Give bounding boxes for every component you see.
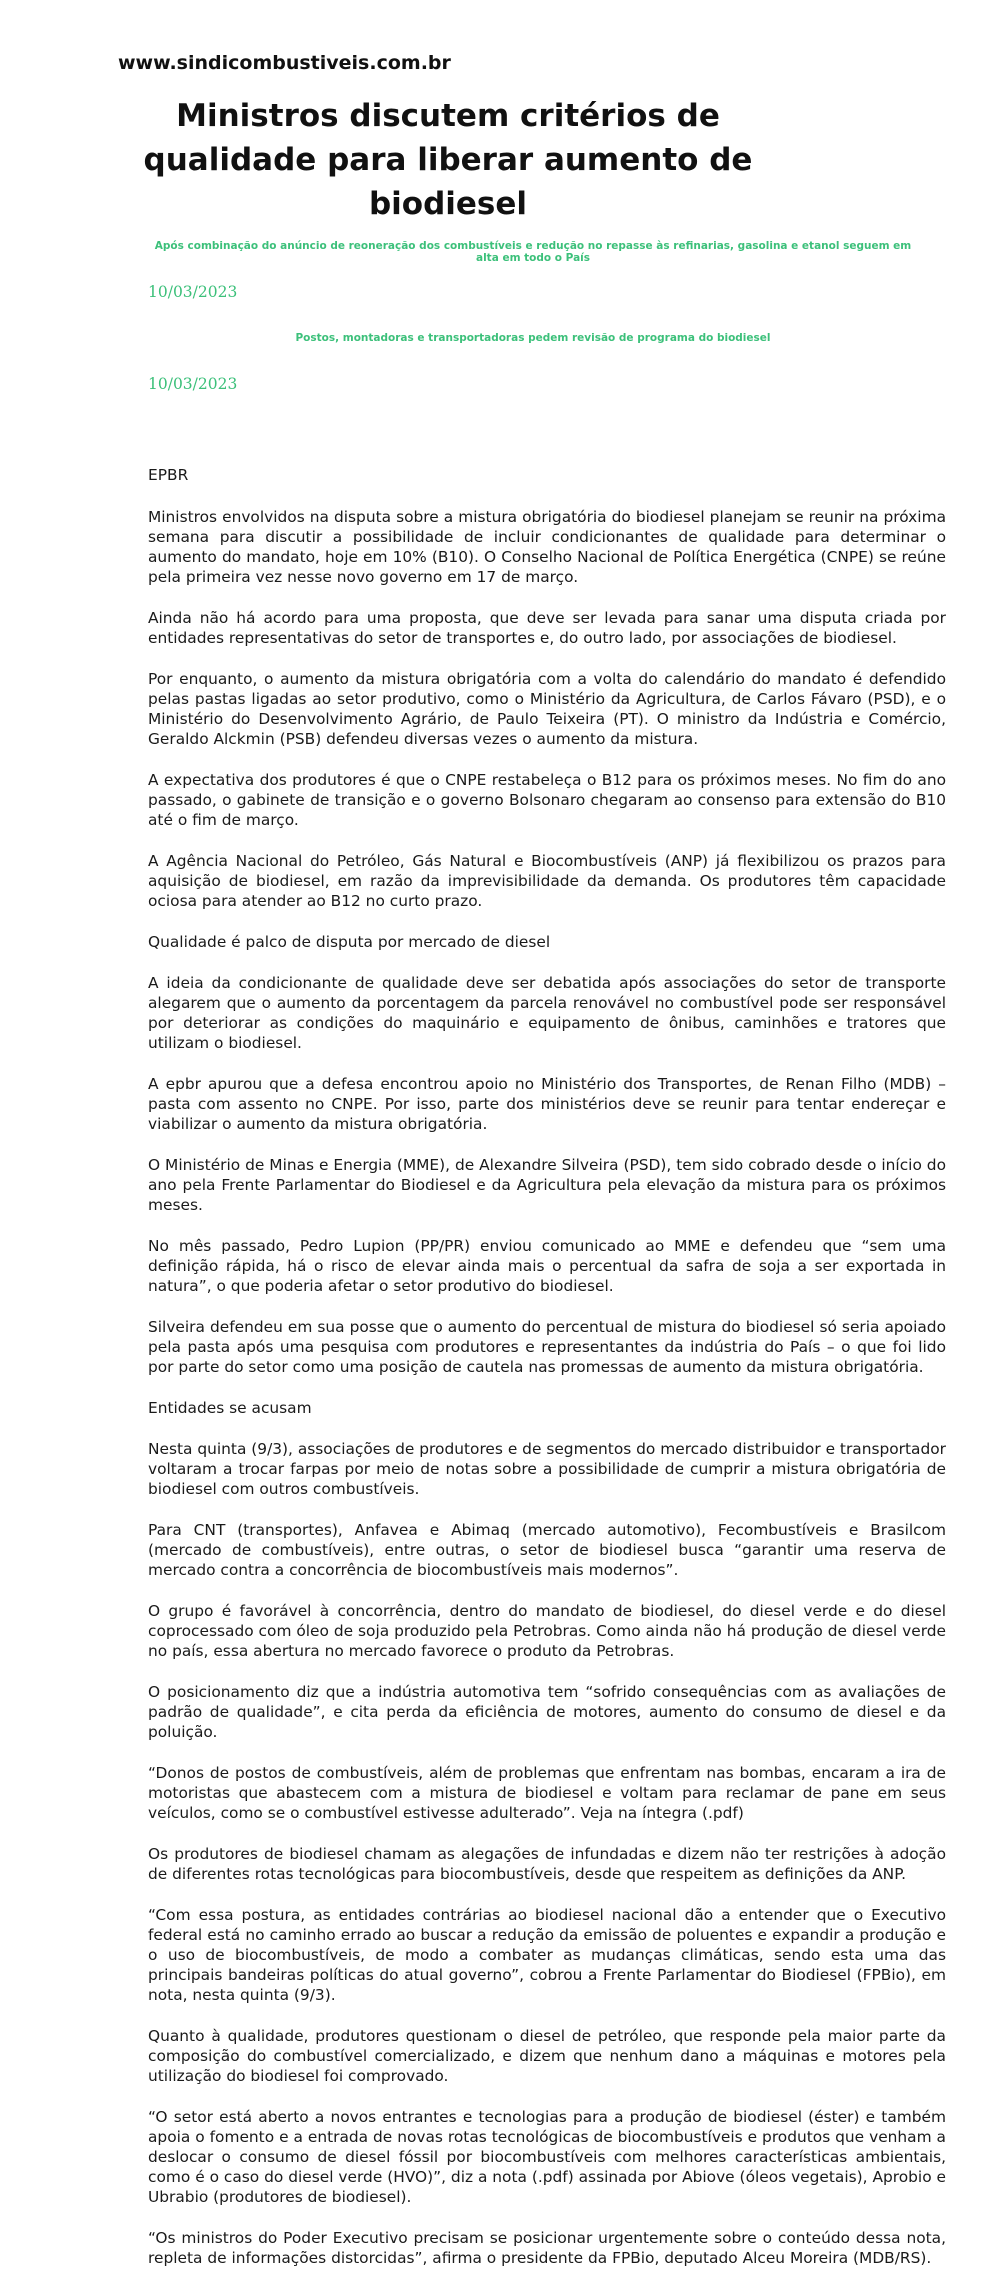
article-body — [148, 465, 946, 2289]
paragraph: “Os ministros do Poder Executivo precisam se posicionar urgentemente sobre o conteúdo dessa nota, repleta de informações distorcidas”, afirma o presidente da FPBio, deputado Alceu Moreira (MDB/RS). — [148, 2229, 946, 2267]
article-source: EPBR — [148, 466, 189, 484]
paragraph: “O setor está aberto a novos entrantes e tecnologias para a produção de biodiesel (éster) e também apoia o fomento e a entrada de novas rotas tecnológicas de biocombustíveis e produtos que venham a deslocar o consumo de diesel fóssil por biocombustíveis com melhores características ambientais, como é o caso do diesel verde (HVO)”, diz a nota (.pdf) assinada por Abiove (óleos vegetais), Aprobio e Ubrabio (produtores de biodiesel). — [148, 2108, 946, 2206]
paragraph: O posicionamento diz que a indústria automotiva tem “sofrido consequências com as avaliações de padrão de qualidade”, e cita perda da eficiência de motores, aumento do consumo de diesel e da poluição. — [148, 1683, 946, 1741]
paragraph: “Donos de postos de combustíveis, além de problemas que enfrentam nas bombas, encaram a ira de motoristas que abastecem com a mistura de biodiesel e voltam para reclamar de pane em seus veículos, como se o combustível estivesse adulterado”. Veja na íntegra (.pdf) — [148, 1764, 946, 1822]
paragraph: “Com essa postura, as entidades contrárias ao biodiesel nacional dão a entender que o Executivo federal está no caminho errado ao buscar a redução da emissão de poluentes e expandir a produção e o uso de biocombustíveis, de modo a combater as mudanças climáticas, sendo esta uma das principais bandeiras políticas do atual governo”, cobrou a Frente Parlamentar do Biodiesel (FPBio), em nota, nesta quinta (9/3). — [148, 1906, 946, 2004]
related-link-1[interactable]: Após combinação do anúncio de reoneração dos combustíveis e redução no repasse às refinarias, gasolina e etanol seguem em alta em todo o País — [154, 240, 912, 264]
paragraph: Por enquanto, o aumento da mistura obrigatória com a volta do calendário do mandato é defendido pelas pastas ligadas ao setor produtivo, como o Ministério da Agricultura, de Carlos Fávaro (PSD), e o Ministério do Desenvolvimento Agrário, de Paulo Teixeira (PT). O ministro da Indústria e Comércio, Geraldo Alckmin (PSB) defendeu diversas vezes o aumento da mistura. — [148, 670, 946, 748]
paragraph: A epbr apurou que a defesa encontrou apoio no Ministério dos Transportes, de Renan Filho (MDB) – pasta com assento no CNPE. Por isso, parte dos ministérios deve se reunir para tentar endereçar e viabilizar o aumento da mistura obrigatória. — [148, 1075, 946, 1133]
paragraph: A expectativa dos produtores é que o CNPE restabeleça o B12 para os próximos meses. No fim do ano passado, o gabinete de transição e o governo Bolsonaro chegaram ao consenso para extensão do B10 até o fim de março. — [148, 771, 946, 829]
paragraph: A Agência Nacional do Petróleo, Gás Natural e Biocombustíveis (ANP) já flexibilizou os prazos para aquisição de biodiesel, em razão da imprevisibilidade da demanda. Os produtores têm capacidade ociosa para atender ao B12 no curto prazo. — [148, 852, 946, 910]
paragraph: O Ministério de Minas e Energia (MME), de Alexandre Silveira (PSD), tem sido cobrado desde o início do ano pela Frente Parlamentar do Biodiesel e da Agricultura pela elevação da mistura para os próximos meses. — [148, 1156, 946, 1214]
site-url: www.sindicombustiveis.com.br — [118, 52, 451, 74]
paragraph: No mês passado, Pedro Lupion (PP/PR) enviou comunicado ao MME e defendeu que “sem uma definição rápida, há o risco de elevar ainda mais o percentual da safra de soja a ser exportada in natura”, o que poderia afetar o setor produtivo do biodiesel. — [148, 1237, 946, 1295]
related-date-2: 10/03/2023 — [148, 375, 238, 393]
paragraph: Para CNT (transportes), Anfavea e Abimaq (mercado automotivo), Fecombustíveis e Brasilcom (mercado de combustíveis), entre outras, o setor de biodiesel busca “garantir uma reserva de mercado contra a concorrência de biocombustíveis mais modernos”. — [148, 1521, 946, 1579]
section-heading: Qualidade é palco de disputa por mercado de diesel — [148, 933, 551, 951]
paragraph: Quanto à qualidade, produtores questionam o diesel de petróleo, que responde pela maior parte da composição do combustível comercializado, e dizem que nenhum dano a máquinas e motores pela utilização do biodiesel foi comprovado. — [148, 2027, 946, 2085]
paragraph: Nesta quinta (9/3), associações de produtores e de segmentos do mercado distribuidor e transportador voltaram a trocar farpas por meio de notas sobre a possibilidade de cumprir a mistura obrigatória de biodiesel com outros combustíveis. — [148, 1440, 946, 1498]
paragraph: Ministros envolvidos na disputa sobre a mistura obrigatória do biodiesel planejam se reunir na próxima semana para discutir a possibilidade de incluir condicionantes de qualidade para determinar o aumento do mandato, hoje em 10% (B10). O Conselho Nacional de Política Energética (CNPE) se reúne pela primeira vez nesse novo governo em 17 de março. — [148, 508, 946, 586]
paragraph: A ideia da condicionante de qualidade deve ser debatida após associações do setor de transporte alegarem que o aumento da porcentagem da parcela renovável no combustível pode ser responsável por deteriorar as condições do maquinário e equipamento de ônibus, caminhões e tratores que utilizam o biodiesel. — [148, 974, 946, 1052]
section-heading: Entidades se acusam — [148, 1399, 312, 1417]
paragraph: O grupo é favorável à concorrência, dentro do mandato de biodiesel, do diesel verde e do diesel coprocessado com óleo de soja produzido pela Petrobras. Como ainda não há produção de diesel verde no país, essa abertura no mercado favorece o produto da Petrobras. — [148, 1602, 946, 1660]
article-title: Ministros discutem critérios de qualidade para liberar aumento de biodiesel — [143, 98, 753, 222]
paragraph: Ainda não há acordo para uma proposta, que deve ser levada para sanar uma disputa criada por entidades representativas do setor de transportes e, do outro lado, por associações de biodiesel. — [148, 609, 946, 647]
paragraph: Silveira defendeu em sua posse que o aumento do percentual de mistura do biodiesel só seria apoiado pela pasta após uma pesquisa com produtores e representantes da indústria do País – o que foi lido por parte do setor como uma posição de cautela nas promessas de aumento da mistura obrigatória. — [148, 1318, 946, 1376]
related-link-2[interactable]: Postos, montadoras e transportadoras pedem revisão de programa do biodiesel — [295, 332, 771, 344]
paragraph: Os produtores de biodiesel chamam as alegações de infundadas e dizem não ter restrições à adoção de diferentes rotas tecnológicas para biocombustíveis, desde que respeitem as definições da ANP. — [148, 1845, 946, 1883]
related-date-1: 10/03/2023 — [148, 283, 238, 301]
